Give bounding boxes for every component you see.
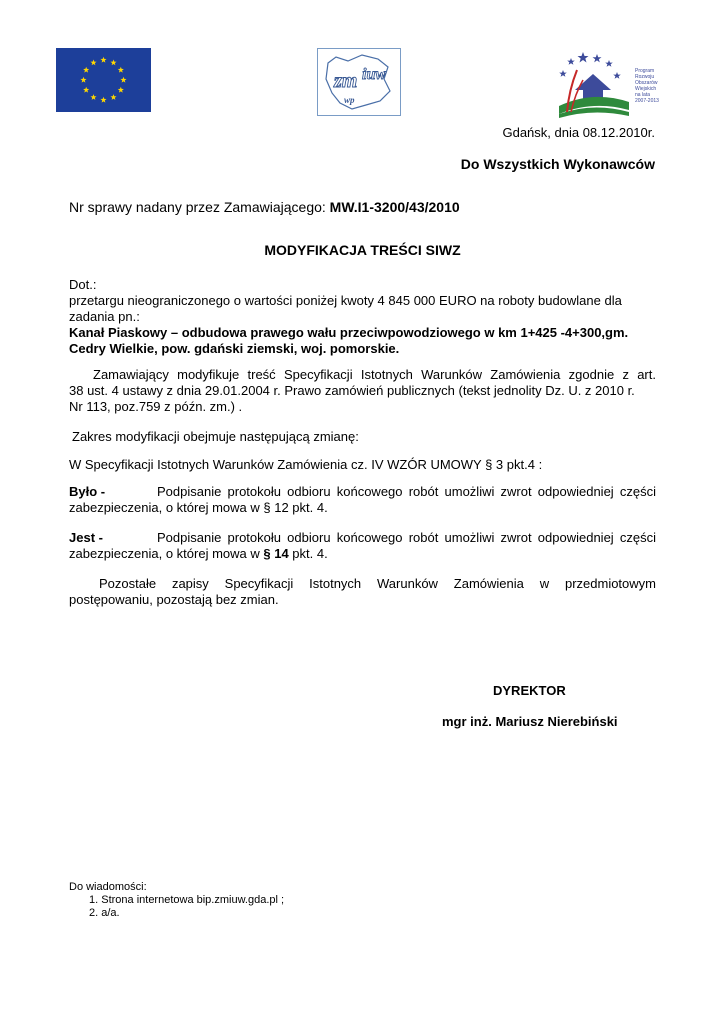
case-number: MW.I1-3200/43/2010 [329, 199, 460, 215]
svg-text:wp: wp [344, 95, 355, 105]
svg-text:iuw: iuw [362, 66, 387, 83]
section-text: W Specyfikacji Istotnych Warunków Zamówienia cz. IV WZÓR UMOWY § 3 pkt.4 : [69, 457, 543, 472]
distribution-item: 1. Strona internetowa bip.zmiuw.gda.pl ; [89, 894, 285, 906]
distribution-item: 2. a/a. [89, 907, 120, 919]
intro-line: Zamawiający modyfikuje treść Specyfikacji Istotnych Warunków Zamówienia zgodnie z art. [93, 367, 656, 382]
is-line-text: pkt. 4. [288, 546, 328, 561]
is-line-text: zabezpieczenia, o której mowa w [69, 546, 264, 561]
was-block [69, 484, 656, 516]
zmiuw-logo-icon [317, 48, 401, 116]
place-date: Gdańsk, dnia 08.12.2010r. [502, 125, 655, 140]
prow-logo-icon [553, 50, 663, 120]
intro-line: 38 ust. 4 ustawy z dnia 29.01.2004 r. Prawo zamówień publicznych (tekst jednolity Dz. U. z 2010 r. [69, 383, 635, 398]
prow-line: Rozwoju [635, 74, 655, 80]
signature-role: DYREKTOR [493, 683, 566, 698]
is-line: Podpisanie protokołu odbioru końcowego robót umożliwi zwrot odpowiedniej części [157, 530, 656, 545]
intro-line: Nr 113, poz.759 z późn. zm.) . [69, 399, 243, 414]
regarding-line: przetargu nieograniczonego o wartości poniżej kwoty 4 845 000 EURO na roboty budowlane dla [69, 293, 622, 308]
distribution-label: Do wiadomości: [69, 881, 147, 893]
closing-line: postępowaniu, pozostają bez zmian. [69, 592, 279, 607]
prow-line: Program [635, 68, 655, 74]
task-name: Kanał Piaskowy – odbudowa prawego wału przeciwpowodziowego w km 1+425 -4+300,gm. [69, 325, 629, 340]
addressee: Do Wszystkich Wykonawców [460, 156, 655, 172]
was-line: zabezpieczenia, o której mowa w § 12 pkt. 4. [69, 500, 328, 515]
regarding-block [69, 277, 656, 357]
was-line: Podpisanie protokołu odbioru końcowego robót umożliwi zwrot odpowiedniej części [157, 484, 656, 499]
closing-line: Pozostałe zapisy Specyfikacji Istotnych Warunków Zamówienia w przedmiotowym [99, 576, 656, 591]
prow-line: Wiejskich [635, 86, 657, 92]
regarding-label: Dot.: [69, 277, 97, 292]
page-title: MODYFIKACJA TREŚCI SIWZ [264, 242, 461, 258]
distribution-block [69, 881, 284, 920]
case-label: Nr sprawy nadany przez Zamawiającego: [69, 199, 330, 215]
closing-paragraph [69, 576, 656, 608]
prow-line: Obszarów [635, 80, 658, 86]
task-location: Cedry Wielkie, pow. gdański ziemski, woj. pomorskie. [69, 341, 400, 356]
prow-line: na lata 2007-2013 [635, 92, 659, 104]
case-number-line [69, 199, 460, 216]
svg-text:zm: zm [334, 70, 358, 92]
signature-name: mgr inż. Mariusz Nierebiński [442, 714, 618, 729]
intro-paragraph [69, 367, 656, 415]
scope-text: Zakres modyfikacji obejmuje następującą zmianę: [72, 429, 359, 444]
is-line [69, 546, 656, 562]
eu-flag-icon [56, 48, 151, 112]
prow-logo-text [635, 68, 663, 104]
is-paragraph-ref: § 14 [263, 546, 289, 561]
regarding-line: zadania pn.: [69, 309, 140, 324]
is-label: Jest - [69, 530, 103, 545]
was-label: Było - [69, 484, 106, 499]
is-block [69, 530, 656, 562]
